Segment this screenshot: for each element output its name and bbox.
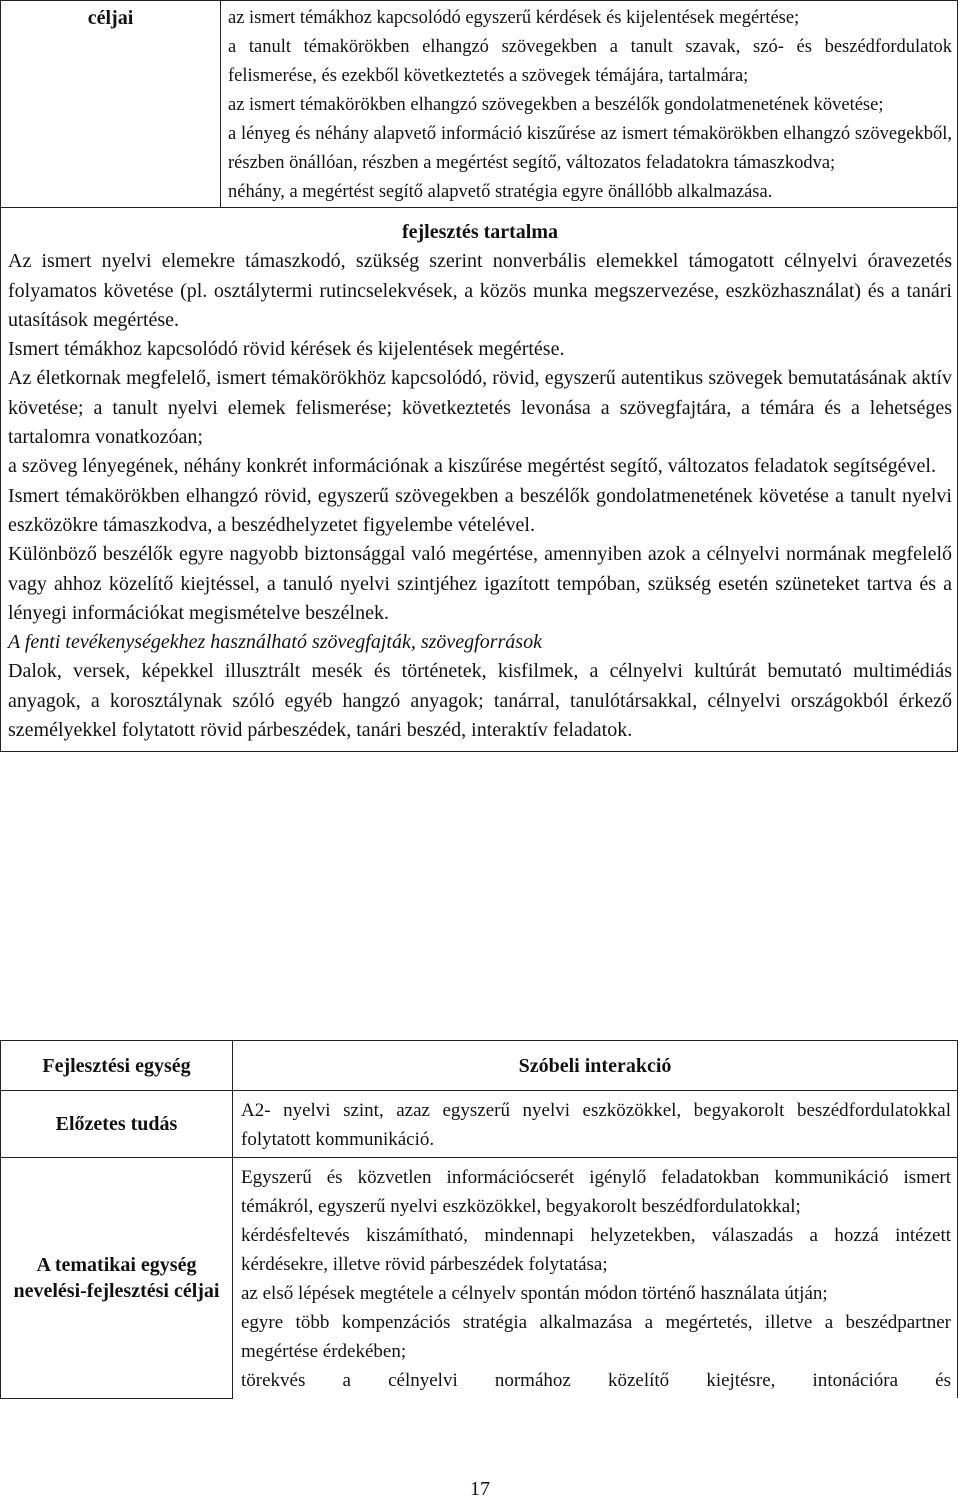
prior-label-cell — [1, 1091, 233, 1158]
unit-goal-item: kérdésfeltevés kiszámítható, mindennapi helyzetekben, válaszadás a hozzá intézett kérdésekre, illetve rövid párbeszédek folytatása; — [241, 1225, 951, 1275]
content-paragraph: Az ismert nyelvi elemekre támaszkodó, szükség szerint nonverbális elemekkel támogatott célnyelvi óravezetés folyamatos követése (pl. osztálytermi rutincselekvések, a közös munka megszervezése, eszközhasználat) és a tanári utasítások megértése. — [8, 250, 952, 331]
goals-label-cell — [1, 1, 221, 208]
content-paragraph: Az életkornak megfelelő, ismert témakörökhöz kapcsolódó, rövid, egyszerű autentikus szövegek bemutatásának aktív követése; a tanult nyelvi elemek felismerése; következtetés levonása a szövegfajtára, a témára és a lehetséges tartalomra vonatkozóan; — [8, 367, 952, 449]
content-paragraph: a szöveg lényegének, néhány konkrét információnak a kiszűrése megértést segítő, változatos feladatok segítségével. — [8, 455, 936, 478]
prior-value-cell — [233, 1091, 958, 1158]
unit-label: Fejlesztési egység — [42, 1054, 191, 1077]
unit-value-cell — [233, 1041, 958, 1091]
goal-item: az ismert témakörökben elhangzó szövegekben a beszélők gondolatmenetének követése; — [228, 95, 884, 115]
unit-goal-item: egyre több kompenzációs stratégia alkalmazása a megértetés, illetve a beszédpartner megértése érdekében; — [241, 1312, 951, 1362]
unit-goals-label: A tematikai egység nevelési-fejlesztési céljai — [13, 1253, 220, 1302]
prior-value: A2- nyelvi szint, azaz egyszerű nyelvi eszközökkel, begyakorolt beszédfordulatokkal folytatott kommunikáció. — [241, 1100, 951, 1150]
goals-label: céljai — [87, 7, 134, 29]
content-paragraph: Ismert témákhoz kapcsolódó rövid kérések és kijelentések megértése. — [8, 338, 565, 361]
goal-item: a tanult témakörökben elhangzó szövegekben a tanult szavak, szó- és beszédfordulatok felismerése, és ezekből következtetés a szövegek témájára, tartalmára; — [228, 37, 952, 86]
unit-goal-item: törekvés a célnyelvi normához közelítő kiejtésre, intonációra és — [241, 1370, 951, 1391]
content-paragraph: Különböző beszélők egyre nagyobb biztonsággal való megértése, amennyiben azok a célnyelvi normának megfelelő vagy ahhoz közelítő kiejtéssel, a tanuló nyelvi szintjéhez igazított tempóban, szükség esetén szüneteket tartva és a lényegi információkat megismételve beszélnek. — [8, 543, 952, 624]
unit-table — [0, 1040, 958, 1399]
unit-goals-cell — [233, 1158, 958, 1399]
unit-label-cell — [1, 1041, 233, 1091]
unit-goals-label-cell — [1, 1158, 233, 1399]
content-heading: fejlesztés tartalma — [401, 221, 559, 243]
goal-item: az ismert témákhoz kapcsolódó egyszerű kérdések és kijelentések megértése; — [228, 8, 800, 28]
unit-value: Szóbeli interakció — [518, 1054, 672, 1077]
goals-list-cell — [221, 1, 958, 208]
goals-table — [0, 0, 958, 752]
prior-label: Előzetes tudás — [55, 1113, 178, 1135]
content-cell — [1, 208, 958, 752]
unit-goal-item: az első lépések megtétele a célnyelv spontán módon történő használata útján; — [241, 1283, 828, 1304]
sources-heading: A fenti tevékenységekhez használható szövegfajták, szövegforrások — [8, 631, 542, 654]
unit-goal-item: Egyszerű és közvetlen információcserét igénylő feladatokban kommunikáció ismert témákról, egyszerű nyelvi eszközökkel, begyakorolt beszédfordulatokkal; — [241, 1167, 951, 1217]
page-number: 17 — [470, 1478, 490, 1500]
goal-item: néhány, a megértést segítő alapvető stratégia egyre önállóbb alkalmazása. — [228, 182, 773, 202]
goal-item: a lényeg és néhány alapvető információ kiszűrése az ismert témakörökben elhangzó szövegekből, részben önállóan, részben a megértést segítő, változatos feladatokra támaszkodva; — [228, 124, 952, 173]
sources-paragraph: Dalok, versek, képekkel illusztrált mesék és történetek, kisfilmek, a célnyelvi kultúrát bemutató multimédiás anyagok, a korosztálynak szóló egyéb hangzó anyagok; tanárral, tanulótársakkal, célnyelvi országokból érkező személyekkel folytatott rövid párbeszédek, tanári beszéd, interaktív feladatok. — [8, 660, 952, 742]
content-paragraph: Ismert témakörökben elhangzó rövid, egyszerű szövegekben a beszélők gondolatmenetének követése a tanult nyelvi eszközökre támaszkodva, a beszédhelyzetet figyelembe vételével. — [8, 484, 952, 536]
